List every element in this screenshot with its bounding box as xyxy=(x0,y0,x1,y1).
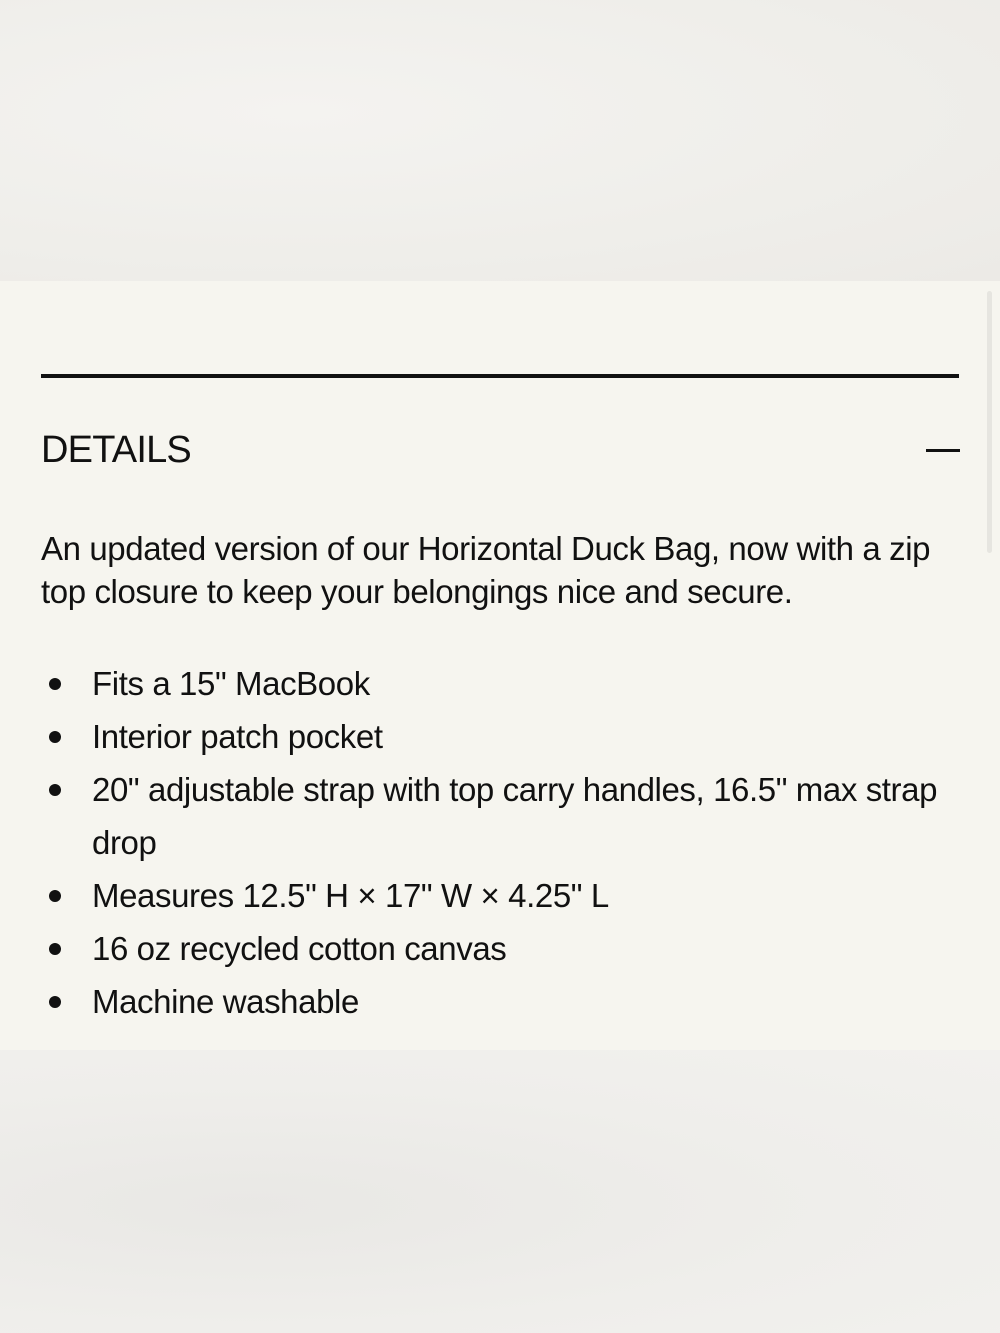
background-top xyxy=(0,0,1000,281)
features-list xyxy=(41,657,941,1028)
collapse-button[interactable] xyxy=(919,426,967,474)
feature-item: 16 oz recycled cotton canvas xyxy=(41,922,941,975)
details-accordion-header[interactable] xyxy=(41,420,959,480)
details-title: DETAILS xyxy=(41,429,191,471)
feature-item: 20" adjustable strap with top carry handles, 16.5" max strap drop xyxy=(41,763,941,869)
section-divider xyxy=(41,374,959,378)
feature-item: Interior patch pocket xyxy=(41,710,941,763)
feature-item: Machine washable xyxy=(41,975,941,1028)
feature-item: Fits a 15" MacBook xyxy=(41,657,941,710)
scrollbar[interactable] xyxy=(987,291,992,553)
product-description: An updated version of our Horizontal Duck Bag, now with a zip top closure to keep your belongings nice and secure. xyxy=(41,530,931,610)
minus-icon xyxy=(926,449,960,452)
background-bottom xyxy=(0,1050,1000,1333)
feature-item: Measures 12.5" H × 17" W × 4.25" L xyxy=(41,869,941,922)
